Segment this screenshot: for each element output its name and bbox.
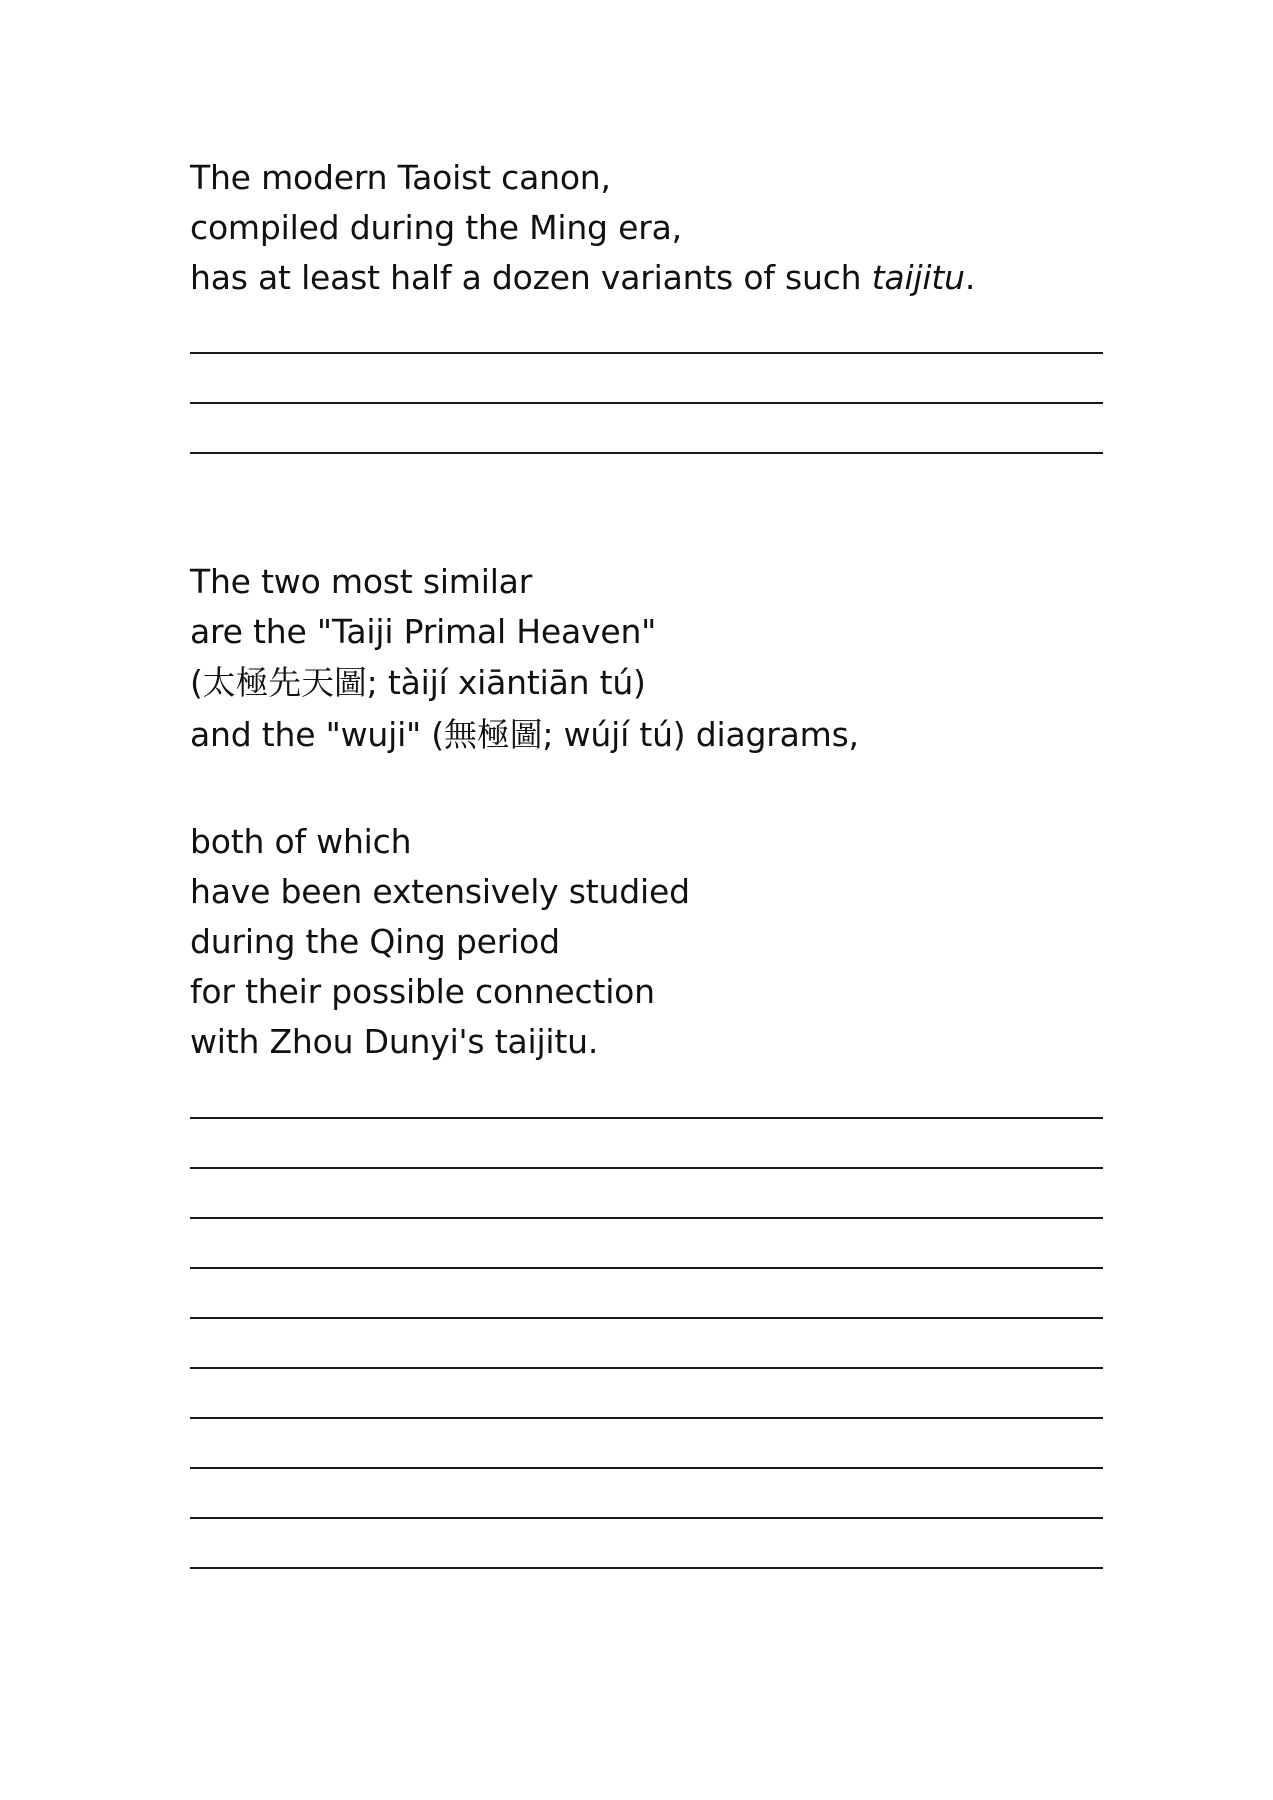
writing-line: [190, 366, 1103, 416]
stanza-2-line-3: (太極先天圖; tàijí xiāntiān tú): [190, 663, 646, 702]
stanza-1-line-1: The modern Taoist canon,: [190, 158, 611, 197]
writing-lines-group-2: [190, 1081, 1103, 1581]
writing-line: [190, 1531, 1103, 1581]
writing-line: [190, 1231, 1103, 1281]
stanza-1-line-3: [190, 253, 1110, 303]
stanza-2: [190, 557, 1110, 761]
writing-lines-group-1: [190, 316, 1103, 466]
writing-line: [190, 1381, 1103, 1431]
stanza-3-line-1: both of which: [190, 822, 412, 861]
stanza-1: [190, 153, 1110, 303]
writing-line: [190, 1481, 1103, 1531]
stanza-1-line-3-text: has at least half a dozen variants of such: [190, 258, 872, 297]
stanza-1-line-3-period: .: [964, 258, 976, 297]
writing-line: [190, 1281, 1103, 1331]
stanza-1-line-2: compiled during the Ming era,: [190, 208, 682, 247]
stanza-3: [190, 817, 1110, 1067]
writing-line: [190, 416, 1103, 466]
writing-line: [190, 1131, 1103, 1181]
stanza-2-line-1: The two most similar: [190, 562, 533, 601]
writing-line: [190, 1181, 1103, 1231]
writing-line: [190, 1431, 1103, 1481]
stanza-3-line-5: with Zhou Dunyi's taijitu.: [190, 1022, 599, 1061]
taijitu-italic: taijitu: [871, 258, 965, 297]
writing-line: [190, 316, 1103, 366]
stanza-2-line-4: and the "wuji" (無極圖; wújí tú) diagrams,: [190, 715, 859, 754]
stanza-3-line-3: during the Qing period: [190, 922, 560, 961]
writing-line: [190, 1081, 1103, 1131]
writing-line: [190, 1331, 1103, 1381]
stanza-3-line-4: for their possible connection: [190, 972, 655, 1011]
stanza-2-line-2: are the "Taiji Primal Heaven": [190, 612, 657, 651]
stanza-3-line-2: have been extensively studied: [190, 872, 690, 911]
